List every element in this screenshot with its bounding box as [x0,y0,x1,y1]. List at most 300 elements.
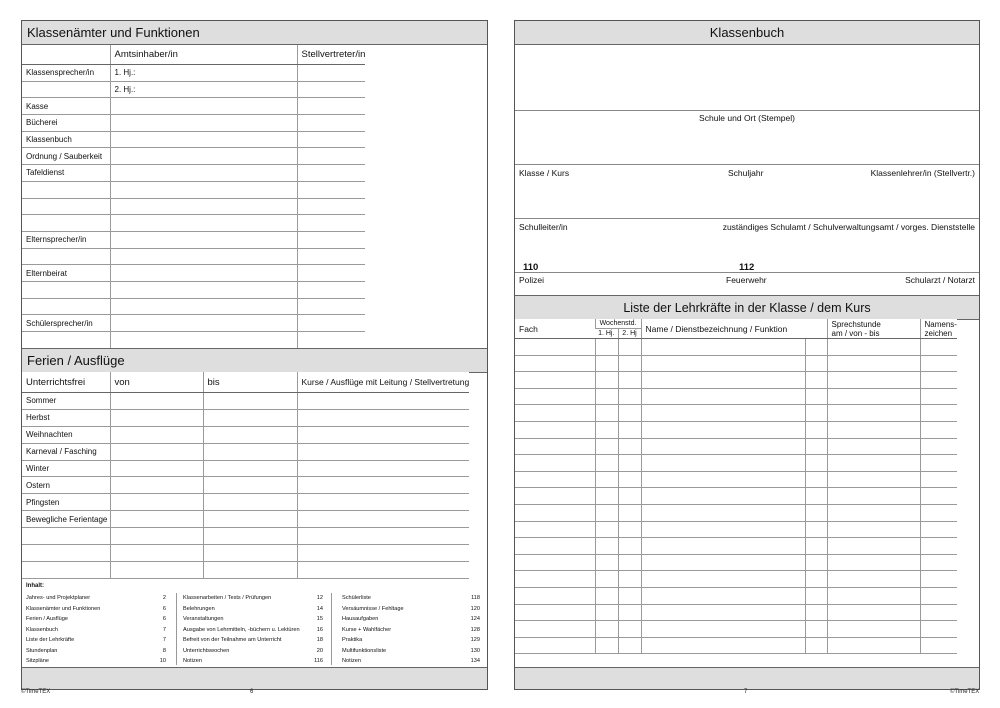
lehrkraft-cell-name[interactable] [641,504,805,521]
amt-row-stellvertreter[interactable] [297,65,365,82]
lehrkraft-cell-2hj[interactable] [618,438,641,455]
ferien-row-bis[interactable] [203,561,297,578]
lehrkraft-cell-fach[interactable] [515,571,595,588]
inhalt-entry [183,614,323,625]
lehrkraft-cell-name[interactable] [641,538,805,555]
amt-row-inhaber[interactable] [110,231,297,248]
lk-namens-line1: Namens- [924,319,957,329]
schulamt-label: zuständiges Schulamt / Schulverwaltungsamt / vorges. Dienststelle [722,222,975,232]
amt-row [22,131,365,148]
lehrkraft-cell-1hj[interactable] [595,438,618,455]
inhalt-section [22,579,487,667]
ferien-row [22,477,469,494]
lehrkraft-cell-name-extra[interactable] [805,405,827,422]
lehrkraft-cell-name[interactable] [641,372,805,389]
lk-col-wochenstd: Wochenstd. [595,319,641,329]
lehrkraft-cell-fach[interactable] [515,388,595,405]
amt-col-stellvertreter: Stellvertreter/in [297,45,365,65]
lehrkraft-cell-namenszeichen[interactable] [920,604,957,621]
amt-row-inhaber[interactable] [110,198,297,215]
amt-row-stellvertreter[interactable] [297,281,365,298]
ferien-col-von: von [110,372,203,393]
lehrkraft-cell-fach[interactable] [515,471,595,488]
amt-col-empty [22,45,110,65]
inhalt-entry-page: 10 [159,658,166,664]
polizei-number: 110 [523,262,539,273]
lehrkraft-row [515,521,957,538]
amt-row-inhaber[interactable] [110,98,297,115]
amt-row [22,98,365,115]
amt-row-label: Klassensprecher/in [22,65,110,82]
notruf-line [515,272,979,273]
ferien-row-label [22,528,110,545]
amt-row [22,281,365,298]
ferien-row-kurse[interactable] [297,528,469,545]
lehrkraft-cell-fach[interactable] [515,604,595,621]
ferien-row-kurse[interactable] [297,477,469,494]
lehrkraft-cell-sprechstunde[interactable] [827,438,920,455]
lehrkraft-cell-namenszeichen[interactable] [920,637,957,654]
inhalt-entry-page: 15 [316,616,323,622]
lehrkraft-cell-2hj[interactable] [618,339,641,356]
inhalt-entry-page: 116 [314,658,323,664]
inhalt-entry-name: Unterrichtswochen [183,647,230,654]
ferien-row-kurse[interactable] [297,511,469,528]
amt-row [22,265,365,282]
lehrkraft-cell-fach[interactable] [515,621,595,638]
amt-row-stellvertreter[interactable] [297,181,365,198]
lehrkraft-cell-1hj[interactable] [595,355,618,372]
lehrkraft-cell-2hj[interactable] [618,637,641,654]
lehrkraft-cell-fach[interactable] [515,538,595,555]
lehrkraft-cell-fach[interactable] [515,455,595,472]
lehrkraft-cell-name-extra[interactable] [805,488,827,505]
ferien-row-bis[interactable] [203,494,297,511]
lehrkraft-cell-sprechstunde[interactable] [827,355,920,372]
lehrkraft-cell-name[interactable] [641,604,805,621]
ferien-row-von[interactable] [110,545,203,562]
lehrkraft-cell-fach[interactable] [515,488,595,505]
left-page-number: 6 [250,689,254,695]
inhalt-entry [342,625,480,636]
ferien-row-bis[interactable] [203,545,297,562]
lehrkraft-cell-1hj[interactable] [595,372,618,389]
amt-row-inhaber[interactable] [110,165,297,182]
lehrkraft-cell-sprechstunde[interactable] [827,388,920,405]
lehrkraft-cell-name[interactable] [641,339,805,356]
lehrkraft-cell-name-extra[interactable] [805,355,827,372]
lehrkraft-cell-1hj[interactable] [595,504,618,521]
inhalt-entry-name: Praktika [342,637,363,643]
lehrkraft-cell-fach[interactable] [515,355,595,372]
amt-row-inhaber[interactable] [110,181,297,198]
inhalt-entry-name: Jahres- und Projektplaner [26,595,91,601]
lehrkraft-cell-name-extra[interactable] [805,372,827,389]
lehrkraft-cell-1hj[interactable] [595,388,618,405]
lehrkraft-cell-2hj[interactable] [618,455,641,472]
amt-row-inhaber[interactable] [110,115,297,132]
inhalt-entry-page: 12 [316,595,323,601]
lehrkraft-cell-fach[interactable] [515,554,595,571]
lehrkraft-cell-sprechstunde[interactable] [827,637,920,654]
inhalt-entry-page: 8 [162,647,166,654]
ferien-row-bis[interactable] [203,393,297,410]
lehrkraft-cell-namenszeichen[interactable] [920,438,957,455]
lehrkraft-cell-name[interactable] [641,521,805,538]
lk-col-name: Name / Dienstbezeichnung / Funktion [641,319,827,339]
lehrkraft-cell-name-extra[interactable] [805,471,827,488]
inhalt-entry-name: Belehrungen [183,605,215,612]
inhalt-divider-2 [331,593,332,665]
lehrkraft-cell-2hj[interactable] [618,521,641,538]
ferien-row-kurse[interactable] [297,460,469,477]
lehrkraft-cell-namenszeichen[interactable] [920,554,957,571]
inhalt-entry-page: 130 [470,647,480,654]
lehrkraft-row [515,455,957,472]
ferien-row-label: Winter [22,460,110,477]
lehrkraft-cell-sprechstunde[interactable] [827,421,920,438]
lehrkraft-cell-1hj[interactable] [595,421,618,438]
feuerwehr-label: Feuerwehr [726,275,767,285]
inhalt-entry-name: Sitzpläne [26,658,50,664]
ferien-row-von[interactable] [110,409,203,426]
lehrkraft-cell-sprechstunde[interactable] [827,521,920,538]
amt-row-stellvertreter[interactable] [297,215,365,232]
lehrkraft-cell-sprechstunde[interactable] [827,405,920,422]
inhalt-entry [342,646,480,657]
inhalt-entry-page: 7 [162,626,166,633]
schule-ort-label: Schule und Ort (Stempel) [699,113,795,123]
amt-row-inhaber[interactable] [110,315,297,332]
lehrkraft-cell-name[interactable] [641,421,805,438]
lehrkraft-cell-namenszeichen[interactable] [920,571,957,588]
ferien-col-bis: bis [203,372,297,393]
inhalt-entry [183,635,323,646]
inhalt-entry-name: Veranstaltungen [183,616,224,622]
ferien-row-kurse[interactable] [297,426,469,443]
lehrkraft-cell-2hj[interactable] [618,604,641,621]
lehrkraft-cell-name-extra[interactable] [805,637,827,654]
amt-row-inhaber[interactable] [110,281,297,298]
amt-row-stellvertreter[interactable] [297,315,365,332]
ferien-row [22,511,469,528]
lehrkraft-cell-sprechstunde[interactable] [827,339,920,356]
amt-row-stellvertreter[interactable] [297,332,365,349]
klassenbuch-title: Klassenbuch [709,25,785,40]
lehrkraefte-table [515,319,957,654]
lehrkraft-cell-sprechstunde[interactable] [827,538,920,555]
ferien-table [22,372,469,579]
lehrkraft-cell-name-extra[interactable] [805,604,827,621]
amt-row-stellvertreter[interactable] [297,148,365,165]
lehrkraft-cell-name[interactable] [641,471,805,488]
lehrkraft-cell-sprechstunde[interactable] [827,587,920,604]
amt-row [22,198,365,215]
ferien-row-von[interactable] [110,393,203,410]
lehrkraft-cell-fach[interactable] [515,587,595,604]
klasse-kurs-label: Klasse / Kurs [519,168,570,178]
inhalt-column-3 [342,593,480,667]
lehrkraft-cell-name-extra[interactable] [805,554,827,571]
lehrkraft-row [515,488,957,505]
lehrkraft-cell-fach[interactable] [515,521,595,538]
lehrkraft-cell-2hj[interactable] [618,538,641,555]
lehrkraft-row [515,637,957,654]
ferien-row-bis[interactable] [203,477,297,494]
ferien-row [22,393,469,410]
inhalt-entry-page: 128 [470,626,480,633]
lehrkraft-cell-namenszeichen[interactable] [920,488,957,505]
lehrkraft-cell-fach[interactable] [515,421,595,438]
inhalt-entry [26,635,166,646]
amt-row-inhaber[interactable]: 1. Hj.: [110,65,297,82]
inhalt-entry-page: 6 [162,605,166,612]
lehrkraft-cell-fach[interactable] [515,637,595,654]
lehrkraft-cell-2hj[interactable] [618,388,641,405]
right-page-number: 7 [744,689,748,695]
ferien-row-kurse[interactable] [297,393,469,410]
inhalt-entry [26,593,166,604]
ferien-row [22,460,469,477]
ferien-row-bis[interactable] [203,511,297,528]
inhalt-entry [26,625,166,636]
lehrkraft-cell-name[interactable] [641,571,805,588]
ferien-row-bis[interactable] [203,443,297,460]
lk-sprech-line2: am / von - bis [831,328,880,338]
amt-row-stellvertreter[interactable] [297,231,365,248]
amt-row-inhaber[interactable] [110,148,297,165]
amt-row [22,148,365,165]
lehrkraft-cell-name-extra[interactable] [805,421,827,438]
ferien-row-von[interactable] [110,494,203,511]
lehrkraft-cell-2hj[interactable] [618,504,641,521]
amt-row-stellvertreter[interactable] [297,265,365,282]
klasse-line [515,164,979,165]
ferien-row-von[interactable] [110,426,203,443]
lehrkraft-cell-1hj[interactable] [595,339,618,356]
lehrkraft-cell-name-extra[interactable] [805,339,827,356]
lehrkraft-cell-sprechstunde[interactable] [827,471,920,488]
lehrkraft-cell-sprechstunde[interactable] [827,372,920,389]
lehrkraft-cell-2hj[interactable] [618,571,641,588]
lehrkraft-cell-1hj[interactable] [595,621,618,638]
lehrkraft-cell-name[interactable] [641,455,805,472]
lehrkraefte-title: Liste der Lehrkräfte in der Klasse / dem Kurs [623,300,871,315]
lehrkraft-row [515,388,957,405]
amt-row-inhaber[interactable] [110,265,297,282]
lehrkraft-cell-namenszeichen[interactable] [920,538,957,555]
amt-row-inhaber[interactable] [110,248,297,265]
lehrkraft-cell-name[interactable] [641,554,805,571]
ferien-row-label: Herbst [22,409,110,426]
lehrkraft-cell-2hj[interactable] [618,372,641,389]
lehrkraft-cell-1hj[interactable] [595,604,618,621]
inhalt-entry-page: 2 [162,595,166,601]
ferien-row-bis[interactable] [203,528,297,545]
amt-row-label: Elternbeirat [22,265,110,282]
lehrkraft-cell-namenszeichen[interactable] [920,388,957,405]
lehrkraft-cell-sprechstunde[interactable] [827,488,920,505]
lehrkraft-cell-1hj[interactable] [595,521,618,538]
lehrkraft-cell-1hj[interactable] [595,538,618,555]
lk-col-fach: Fach [515,319,595,339]
inhalt-entry [183,593,323,604]
ferien-row-kurse[interactable] [297,545,469,562]
lehrkraft-cell-name-extra[interactable] [805,504,827,521]
lehrkraft-cell-name-extra[interactable] [805,587,827,604]
amt-row-stellvertreter[interactable] [297,198,365,215]
lehrkraft-cell-name-extra[interactable] [805,455,827,472]
lehrkraft-cell-2hj[interactable] [618,421,641,438]
ferien-row-kurse[interactable] [297,494,469,511]
lehrkraft-cell-1hj[interactable] [595,405,618,422]
amt-row-inhaber[interactable] [110,298,297,315]
ferien-row-von[interactable] [110,460,203,477]
amt-row-stellvertreter[interactable] [297,298,365,315]
ferien-row-label: Bewegliche Ferientage [22,511,110,528]
lehrkraft-cell-namenszeichen[interactable] [920,621,957,638]
lehrkraft-row [515,421,957,438]
lehrkraft-cell-fach[interactable] [515,438,595,455]
lehrkraft-cell-fach[interactable] [515,405,595,422]
lehrkraft-cell-2hj[interactable] [618,405,641,422]
lehrkraft-cell-sprechstunde[interactable] [827,504,920,521]
lehrkraft-cell-name-extra[interactable] [805,621,827,638]
lehrkraft-cell-namenszeichen[interactable] [920,587,957,604]
lehrkraft-cell-1hj[interactable] [595,488,618,505]
amt-row-label: Klassenbuch [22,131,110,148]
amt-row-inhaber[interactable]: 2. Hj.: [110,81,297,98]
ferien-header [22,348,487,373]
amt-row-stellvertreter[interactable] [297,115,365,132]
lehrkraft-cell-2hj[interactable] [618,621,641,638]
lehrkraft-cell-namenszeichen[interactable] [920,405,957,422]
ferien-row-von[interactable] [110,443,203,460]
lehrkraft-cell-name-extra[interactable] [805,521,827,538]
lehrkraft-cell-name[interactable] [641,405,805,422]
lehrkraft-cell-sprechstunde[interactable] [827,621,920,638]
ferien-row [22,545,469,562]
lehrkraft-cell-2hj[interactable] [618,471,641,488]
amt-row [22,231,365,248]
lehrkraft-cell-name[interactable] [641,488,805,505]
lehrkraft-cell-2hj[interactable] [618,488,641,505]
amt-row-stellvertreter[interactable] [297,165,365,182]
ferien-row-von[interactable] [110,528,203,545]
lehrkraft-cell-name[interactable] [641,355,805,372]
amt-row-inhaber[interactable] [110,332,297,349]
ferien-row-kurse[interactable] [297,409,469,426]
amt-row-label: Kasse [22,98,110,115]
lehrkraft-row [515,554,957,571]
amt-row-inhaber[interactable] [110,215,297,232]
inhalt-column-1 [26,593,166,667]
lehrkraft-cell-namenszeichen[interactable] [920,504,957,521]
ferien-row [22,494,469,511]
inhalt-entry-page: 20 [316,647,323,654]
lehrkraft-cell-namenszeichen[interactable] [920,355,957,372]
lehrkraft-cell-sprechstunde[interactable] [827,571,920,588]
lehrkraft-cell-1hj[interactable] [595,571,618,588]
lehrkraft-cell-2hj[interactable] [618,355,641,372]
ferien-row-kurse[interactable] [297,443,469,460]
lehrkraft-cell-1hj[interactable] [595,637,618,654]
amt-row-stellvertreter[interactable] [297,131,365,148]
amt-row-stellvertreter[interactable] [297,98,365,115]
inhalt-column-2 [183,593,323,667]
lehrkraft-cell-fach[interactable] [515,339,595,356]
lehrkraft-cell-name-extra[interactable] [805,438,827,455]
inhalt-entry-page: 6 [162,616,166,622]
lk-col-1hj: 1. Hj. [595,329,618,339]
inhalt-entry-page: 129 [470,637,480,643]
lehrkraft-cell-sprechstunde[interactable] [827,604,920,621]
amt-row-stellvertreter[interactable] [297,248,365,265]
ferien-row [22,426,469,443]
schulleiter-label: Schulleiter/in [519,222,568,232]
ferien-row-von[interactable] [110,511,203,528]
lehrkraft-cell-sprechstunde[interactable] [827,554,920,571]
lehrkraft-cell-name[interactable] [641,388,805,405]
lehrkraft-row [515,405,957,422]
amt-row-label [22,248,110,265]
amt-row-stellvertreter[interactable] [297,81,365,98]
lehrkraft-cell-2hj[interactable] [618,554,641,571]
amt-row-label: Elternsprecher/in [22,231,110,248]
amt-row [22,332,365,349]
inhalt-entry [26,656,166,667]
ferien-row-kurse[interactable] [297,561,469,578]
lehrkraft-cell-namenszeichen[interactable] [920,455,957,472]
inhalt-entry-name: Klassenarbeiten / Tests / Prüfungen [183,595,272,601]
amt-row-inhaber[interactable] [110,131,297,148]
lehrkraft-cell-1hj[interactable] [595,455,618,472]
amt-col-inhaber: Amtsinhaber/in [110,45,297,65]
inhalt-entry [342,593,480,604]
lehrkraft-cell-namenszeichen[interactable] [920,339,957,356]
lehrkraft-cell-fach[interactable] [515,372,595,389]
lehrkraft-cell-namenszeichen[interactable] [920,421,957,438]
ferien-row-von[interactable] [110,561,203,578]
lehrkraft-row [515,538,957,555]
amt-row [22,181,365,198]
ferien-row-von[interactable] [110,477,203,494]
lehrkraft-cell-1hj[interactable] [595,471,618,488]
lehrkraft-cell-name-extra[interactable] [805,388,827,405]
ferien-row-bis[interactable] [203,409,297,426]
lehrkraft-cell-1hj[interactable] [595,587,618,604]
amt-row-label: Ordnung / Sauberkeit [22,148,110,165]
lehrkraft-cell-name[interactable] [641,587,805,604]
ferien-row-bis[interactable] [203,460,297,477]
amt-row-label [22,81,110,98]
lehrkraft-cell-namenszeichen[interactable] [920,372,957,389]
lehrkraft-cell-name-extra[interactable] [805,538,827,555]
klassenaemter-title: Klassenämter und Funktionen [27,25,200,40]
lehrkraft-cell-name-extra[interactable] [805,571,827,588]
lehrkraft-cell-name[interactable] [641,438,805,455]
lehrkraft-cell-sprechstunde[interactable] [827,455,920,472]
lehrkraft-cell-name[interactable] [641,621,805,638]
lehrkraft-cell-fach[interactable] [515,504,595,521]
lehrkraft-cell-namenszeichen[interactable] [920,521,957,538]
right-footer-brand: ©TimeTEX [950,689,980,695]
ferien-row-bis[interactable] [203,426,297,443]
lehrkraft-cell-namenszeichen[interactable] [920,471,957,488]
lehrkraft-cell-2hj[interactable] [618,587,641,604]
lehrkraft-cell-name[interactable] [641,637,805,654]
lehrkraft-cell-1hj[interactable] [595,554,618,571]
